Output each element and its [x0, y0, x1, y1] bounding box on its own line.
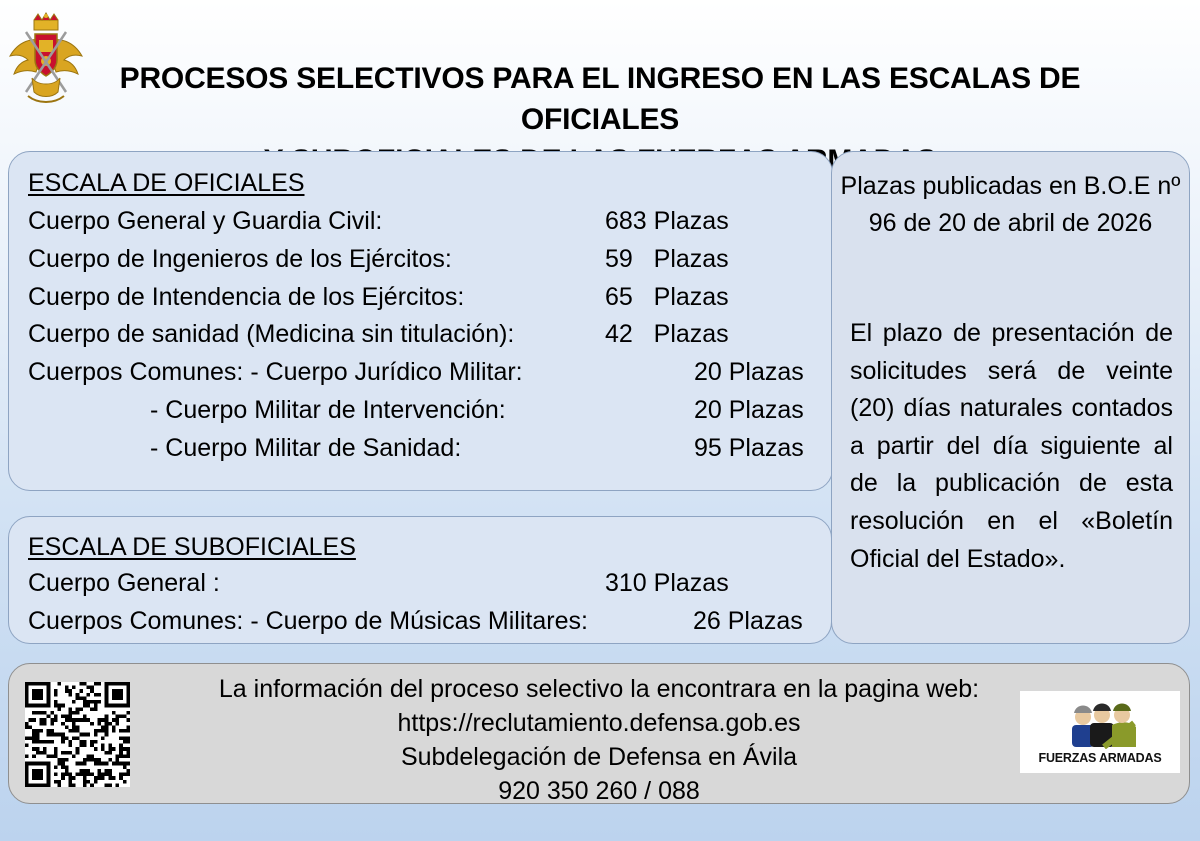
logo-text: FUERZAS ARMADAS	[1038, 751, 1162, 765]
suboficiales-panel	[8, 516, 832, 644]
suboficiales-heading: ESCALA DE SUBOFICIALES	[28, 533, 356, 561]
footer-panel	[8, 663, 1190, 804]
oficiales-panel	[8, 151, 833, 491]
row-value: 42 Plazas	[605, 320, 729, 348]
row-value: 65 Plazas	[605, 283, 729, 311]
row-label: Cuerpos Comunes: - Cuerpo Jurídico Militar:	[28, 358, 523, 386]
row-value: 20 Plazas	[694, 396, 804, 424]
footer-phone: 920 350 260 / 088	[498, 777, 700, 805]
footer-text	[9, 672, 1189, 808]
oficiales-heading: ESCALA DE OFICIALES	[28, 169, 305, 197]
footer-office: Subdelegación de Defensa en Ávila	[400, 743, 798, 771]
row-label: Cuerpo General :	[28, 569, 220, 597]
plazo-text: El plazo de presentación de solicitudes será de veinte (20) días naturales contados a partir del día siguiente al de la publicación de esta resolución en el «Boletín Oficial del Estado».	[850, 319, 1173, 573]
boe-publication-text: Plazas publicadas en B.O.E nº 96 de 20 de abril de 2026	[840, 172, 1181, 237]
row-label: Cuerpos Comunes: - Cuerpo de Músicas Militares:	[28, 607, 588, 635]
row-value: 310 Plazas	[605, 569, 729, 597]
info-panel	[831, 151, 1190, 644]
row-value: 59 Plazas	[605, 245, 729, 273]
row-label: - Cuerpo Militar de Intervención:	[150, 396, 506, 424]
footer-url-link[interactable]: https://reclutamiento.defensa.gob.es	[397, 709, 801, 737]
row-value: 26 Plazas	[693, 607, 803, 635]
row-label: Cuerpo de Intendencia de los Ejércitos:	[28, 283, 465, 311]
row-value: 683 Plazas	[605, 207, 729, 235]
row-label: - Cuerpo Militar de Sanidad:	[150, 434, 462, 462]
row-value: 95 Plazas	[694, 434, 804, 462]
row-label: Cuerpo de sanidad (Medicina sin titulación):	[28, 320, 515, 348]
fuerzas-armadas-logo-icon	[1020, 691, 1180, 773]
title-line-1: PROCESOS SELECTIVOS PARA EL INGRESO EN LAS ESCALAS DE OFICIALES	[119, 62, 1081, 136]
row-label: Cuerpo General y Guardia Civil:	[28, 207, 383, 235]
footer-intro: La información del proceso selectivo la encontrara en la pagina web:	[218, 675, 980, 703]
row-value: 20 Plazas	[694, 358, 804, 386]
row-label: Cuerpo de Ingenieros de los Ejércitos:	[28, 245, 452, 273]
